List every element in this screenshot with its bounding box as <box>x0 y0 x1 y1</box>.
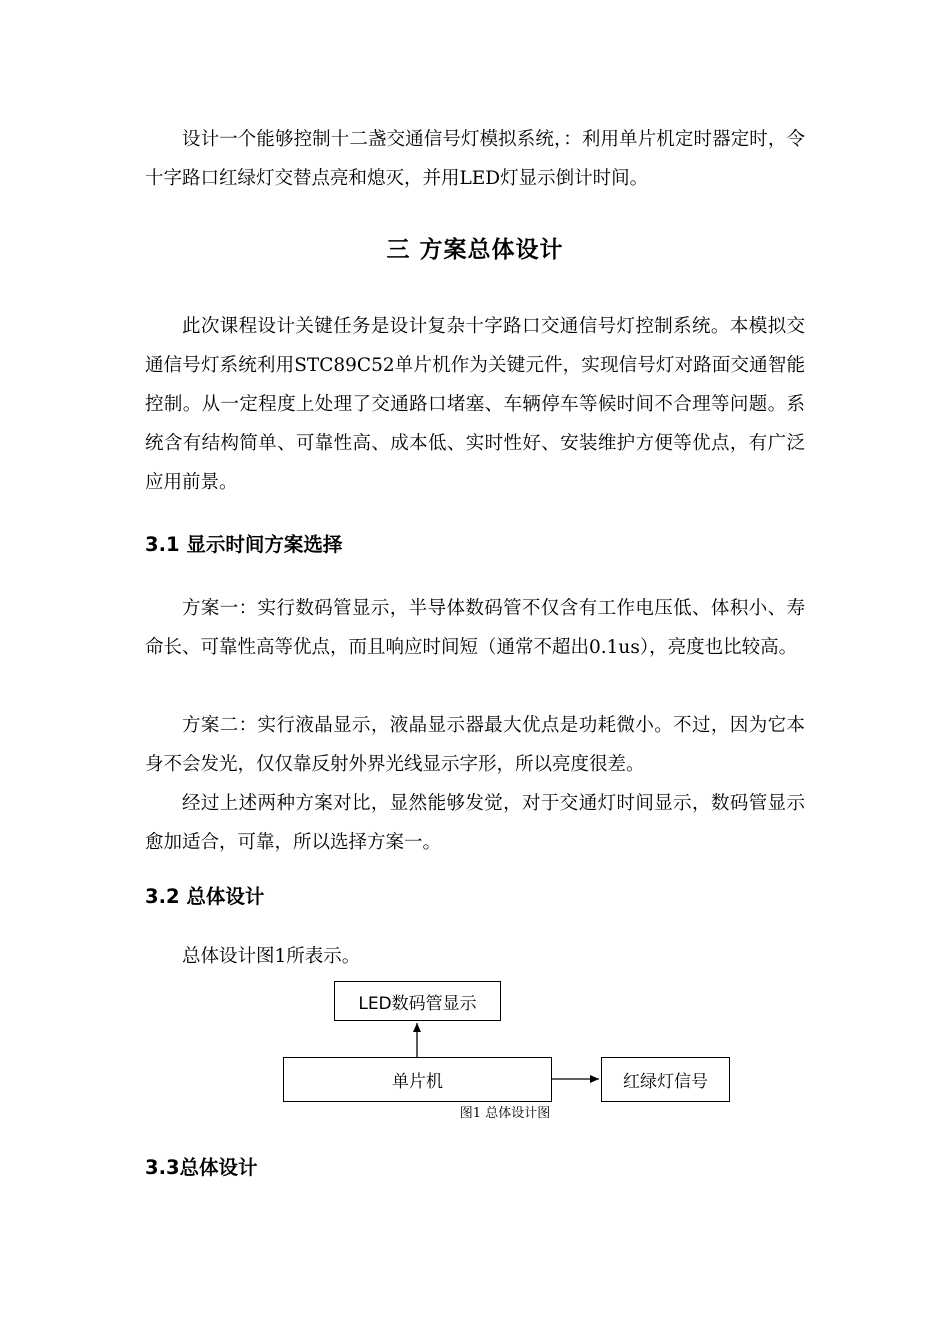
section-3-paragraph: 此次课程设计关键任务是设计复杂十字路口交通信号灯控制系统。本模拟交通信号灯系统利用STC89C52单片机作为关键元件，实现信号灯对路面交通智能控制。从一定程度上处理了交通路口堵塞、车辆停车等候时间不合理等问题。系统含有结构简单、可靠性高、成本低、实时性好、安装维护方便等优点，有广泛应用前景。 <box>145 316 805 493</box>
signal-light-label: 红绿灯信号 <box>623 1072 708 1092</box>
section-3-3-title: 3.3总体设计 <box>145 1156 258 1179</box>
mcu-box <box>283 1057 552 1102</box>
option-2-paragraph: 方案二：实行液晶显示，液晶显示器最大优点是功耗微小。不过，因为它本身不会发光，仅仅靠反射外界光线显示字形，所以亮度很差。 <box>145 715 805 775</box>
figure-caption: 图1 总体设计图 <box>459 1106 551 1121</box>
intro-paragraph: 设计一个能够控制十二盏交通信号灯模拟系统，：利用单片机定时器定时，令十字路口红绿灯交替点亮和熄灭，并用LED灯显示倒计时间。 <box>145 129 805 189</box>
section-3-2-paragraph: 总体设计图1所表示。 <box>182 946 361 967</box>
led-display-box <box>334 981 501 1021</box>
option-1-paragraph: 方案一：实行数码管显示，半导体数码管不仅含有工作电压低、体积小、寿命长、可靠性高等优点，而且响应时间短（通常不超出0.1us），亮度也比较高。 <box>145 598 805 658</box>
mcu-label: 单片机 <box>392 1072 443 1092</box>
section-3-2-title: 3.2 总体设计 <box>145 885 265 908</box>
section-3-title: 三 方案总体设计 <box>386 237 564 263</box>
led-display-label: LED数码管显示 <box>358 993 477 1014</box>
conclusion-paragraph: 经过上述两种方案对比，显然能够发觉，对于交通灯时间显示，数码管显示愈加适合，可靠，所以选择方案一。 <box>145 793 805 853</box>
signal-light-box <box>601 1057 730 1102</box>
section-3-1-title: 3.1 显示时间方案选择 <box>145 533 343 556</box>
